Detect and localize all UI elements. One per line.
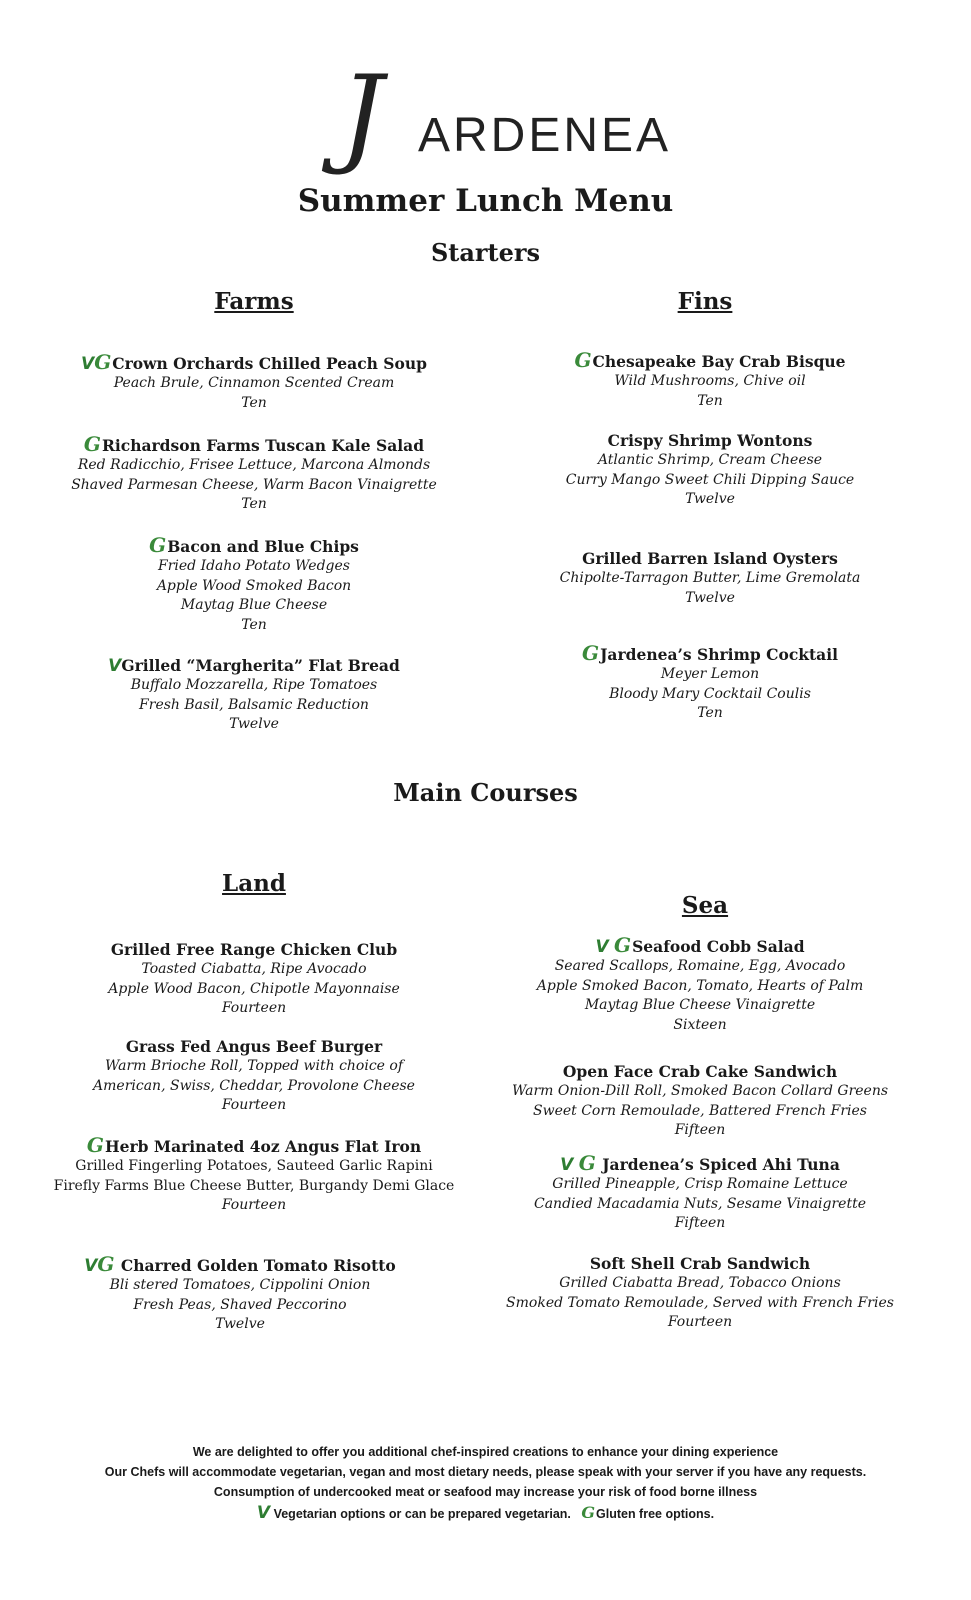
item-name: V GSeafood Cobb Salad xyxy=(595,933,805,957)
starters-heading: Starters xyxy=(430,238,541,267)
item-description: Sweet Corn Remoulade, Battered French Fries xyxy=(533,1102,867,1119)
footer-note: Our Chefs will accommodate vegetarian, vegan and most dietary needs, please speak with your server if you have any requests. xyxy=(104,1465,867,1479)
item-description: Candied Macadamia Nuts, Sesame Vinaigrette xyxy=(534,1195,866,1212)
menu-item-oysters xyxy=(490,549,930,608)
logo-wordmark: ARDENEA xyxy=(418,109,672,162)
item-price: Twelve xyxy=(215,1316,265,1332)
item-name: Grass Fed Angus Beef Burger xyxy=(125,1037,383,1056)
item-price: Sixteen xyxy=(673,1016,727,1033)
item-name: VGrilled “Margherita” Flat Bread xyxy=(108,656,400,676)
item-price: Twelve xyxy=(685,491,735,507)
item-description: American, Swiss, Cheddar, Provolone Cheese xyxy=(93,1077,415,1094)
item-description: Apple Wood Smoked Bacon xyxy=(156,577,352,594)
item-name: Open Face Crab Cake Sandwich xyxy=(562,1062,838,1081)
menu-item-flat-bread xyxy=(34,656,474,735)
gluten-free-icon: G xyxy=(149,533,167,557)
fins-heading: Fins xyxy=(677,288,733,315)
item-price: Fourteen xyxy=(667,1314,733,1330)
jardenea-logo xyxy=(330,53,672,180)
item-description: Meyer Lemon xyxy=(660,666,760,682)
item-name: GHerb Marinated 4oz Angus Flat Iron xyxy=(86,1133,422,1157)
item-description: Warm Onion-Dill Roll, Smoked Bacon Collard Greens xyxy=(511,1083,889,1099)
item-price: Fifteen xyxy=(674,1215,726,1231)
item-name: GBacon and Blue Chips xyxy=(149,533,359,557)
logo-initial: J xyxy=(340,53,384,178)
gluten-free-icon: G xyxy=(83,432,101,456)
item-description: Chipolte-Tarragon Butter, Lime Gremolata xyxy=(559,570,861,586)
item-price: Ten xyxy=(697,705,723,721)
menu-item-flat-iron xyxy=(34,1133,474,1216)
item-description: Curry Mango Sweet Chili Dipping Sauce xyxy=(565,471,855,488)
menu-item-soft-shell-crab xyxy=(480,1254,920,1333)
menu-item-kale-salad xyxy=(34,432,474,515)
item-description: Maytag Blue Cheese Vinaigrette xyxy=(584,997,816,1013)
item-price: Twelve xyxy=(685,589,735,606)
farms-heading: Farms xyxy=(214,288,294,315)
item-description: Peach Brule, Cinnamon Scented Cream xyxy=(113,375,395,391)
item-description: Bloody Mary Cocktail Coulis xyxy=(609,685,811,702)
menu-item-shrimp-cocktail xyxy=(490,641,930,724)
vegetarian-icon: V xyxy=(560,1155,574,1175)
land-heading: Land xyxy=(222,870,286,897)
item-price: Fourteen xyxy=(221,1197,287,1213)
item-name: Grilled Free Range Chicken Club xyxy=(110,940,398,959)
item-description: Buffalo Mozzarella, Ripe Tomatoes xyxy=(130,677,378,693)
item-name: VG Charred Golden Tomato Risotto xyxy=(84,1252,396,1276)
footer-note: We are delighted to offer you additional chef-inspired creations to enhance your dining experience xyxy=(192,1445,779,1459)
item-price: Ten xyxy=(241,496,267,512)
gluten-free-icon: G xyxy=(574,348,592,372)
item-price: Ten xyxy=(241,616,267,633)
item-price: Twelve xyxy=(229,716,279,732)
legend-gluten-free: Gluten free options. xyxy=(596,1507,715,1521)
item-price: Fifteen xyxy=(674,1122,726,1138)
menu-item-beef-burger xyxy=(34,1037,474,1116)
menu-item-risotto xyxy=(20,1252,460,1335)
item-name: Soft Shell Crab Sandwich xyxy=(589,1254,811,1273)
item-name: Grilled Barren Island Oysters xyxy=(582,549,838,568)
item-description: Atlantic Shrimp, Cream Cheese xyxy=(597,452,823,468)
item-description: Apple Smoked Bacon, Tomato, Hearts of Palm xyxy=(536,977,864,994)
item-description: Apple Wood Bacon, Chipotle Mayonnaise xyxy=(108,980,400,997)
menu-item-chicken-club xyxy=(34,940,474,1019)
sea-heading: Sea xyxy=(681,892,729,919)
item-description: Maytag Blue Cheese xyxy=(180,597,328,613)
dietary-legend xyxy=(0,1504,971,1524)
item-description: Seared Scallops, Romaine, Egg, Avocado xyxy=(554,958,846,974)
gluten-free-icon: G xyxy=(581,1503,595,1522)
menu-item-cobb-salad xyxy=(480,933,920,1035)
item-name: V G Jardenea’s Spiced Ahi Tuna xyxy=(560,1151,840,1175)
footer-note: Consumption of undercooked meat or seafood may increase your risk of food borne illness xyxy=(213,1485,758,1499)
item-description: Smoked Tomato Remoulade, Served with French Fries xyxy=(506,1294,894,1311)
item-description: Red Radicchio, Frisee Lettuce, Marcona Almonds xyxy=(77,457,431,473)
vegetarian-icon: V xyxy=(84,1256,98,1276)
item-description: Toasted Ciabatta, Ripe Avocado xyxy=(141,961,367,977)
vegetarian-icon: V xyxy=(256,1503,271,1523)
menu-item-bacon-blue-chips xyxy=(34,533,474,635)
item-description: Wild Mushrooms, Chive oil xyxy=(614,373,806,389)
vegetarian-icon: V xyxy=(81,354,95,374)
menu-item-crab-cake-sandwich xyxy=(480,1062,920,1141)
item-description: Fresh Basil, Balsamic Reduction xyxy=(139,696,369,713)
menu-title: Summer Lunch Menu xyxy=(297,183,674,219)
item-price: Ten xyxy=(241,394,267,411)
item-description: Fried Idaho Potato Wedges xyxy=(157,558,350,574)
item-name: Crispy Shrimp Wontons xyxy=(607,431,813,450)
item-description: Bli stered Tomatoes, Cippolini Onion xyxy=(109,1277,371,1293)
gluten-free-icon: G xyxy=(614,933,632,957)
gluten-free-icon: G xyxy=(581,641,600,665)
menu-item-shrimp-wontons xyxy=(490,431,930,510)
vegetarian-icon: V xyxy=(595,937,609,957)
item-price: Fourteen xyxy=(221,1097,287,1113)
item-description: Grilled Fingerling Potatoes, Sauteed Garlic Rapini xyxy=(75,1158,433,1174)
item-name: GChesapeake Bay Crab Bisque xyxy=(574,348,846,372)
gluten-free-icon: G xyxy=(86,1133,104,1157)
item-name: GJardenea’s Shrimp Cocktail xyxy=(581,641,838,665)
item-description: Firefly Farms Blue Cheese Butter, Burgandy Demi Glace xyxy=(53,1177,455,1194)
gluten-free-icon: G xyxy=(97,1252,115,1276)
item-description: Grilled Pineapple, Crisp Romaine Lettuce xyxy=(552,1176,848,1192)
menu-item-peach-soup xyxy=(34,350,474,413)
vegetarian-icon: V xyxy=(108,656,122,676)
item-description: Warm Brioche Roll, Topped with choice of xyxy=(104,1058,404,1074)
item-price: Fourteen xyxy=(221,1000,287,1016)
gluten-free-icon: G xyxy=(94,350,112,374)
item-name: VGCrown Orchards Chilled Peach Soup xyxy=(81,350,427,374)
item-description: Grilled Ciabatta Bread, Tobacco Onions xyxy=(559,1275,841,1291)
item-description: Shaved Parmesan Cheese, Warm Bacon Vinaigrette xyxy=(71,476,437,493)
legend-vegetarian: Vegetarian options or can be prepared vegetarian. xyxy=(273,1507,571,1521)
menu-item-crab-bisque xyxy=(490,348,930,411)
menu-item-ahi-tuna xyxy=(480,1151,920,1234)
gluten-free-icon: G xyxy=(578,1151,596,1175)
item-name: GRichardson Farms Tuscan Kale Salad xyxy=(83,432,425,456)
main-courses-heading: Main Courses xyxy=(393,778,578,807)
item-price: Ten xyxy=(697,392,723,409)
item-description: Fresh Peas, Shaved Peccorino xyxy=(133,1296,347,1313)
menu-footer xyxy=(0,1442,971,1524)
